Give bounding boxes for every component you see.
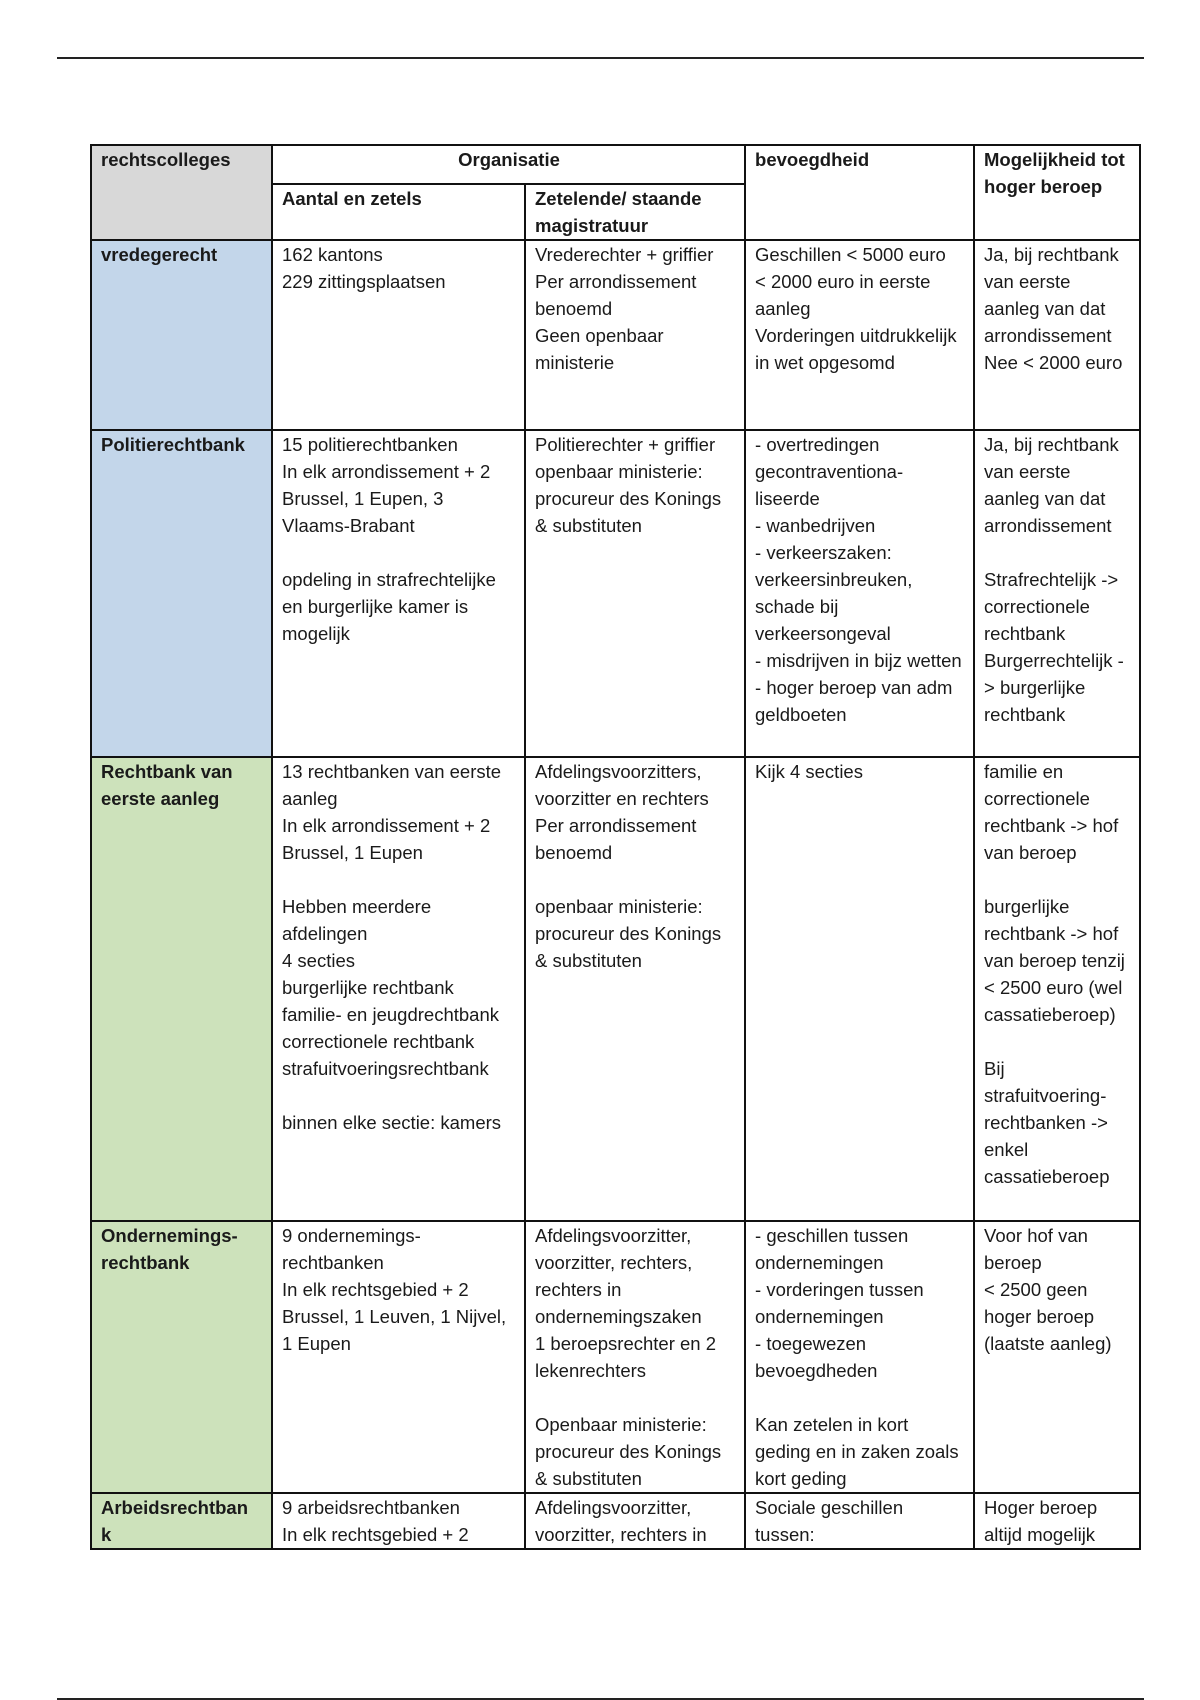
- cell-beroep: [974, 240, 1140, 430]
- cell-line: 9 ondernemings-rechtbanken: [282, 1225, 421, 1273]
- cell-line: - overtredingen gecontraventiona-liseerde: [755, 434, 904, 509]
- spacer: [984, 1028, 1131, 1055]
- cell-line: 15 politierechtbanken: [282, 434, 458, 455]
- cell-aantal: [272, 430, 525, 757]
- cell-line: 13 rechtbanken van eerste aanleg: [282, 761, 502, 809]
- row-arbeidsrechtbank: [91, 1493, 1140, 1549]
- cell-bevoegdheid: [745, 1493, 974, 1549]
- cell-aantal: [272, 240, 525, 430]
- spacer: [282, 539, 516, 566]
- cell-bevoegdheid: [745, 240, 974, 430]
- header-mogelijkheid: Mogelijkheid tot hoger beroep: [974, 145, 1140, 240]
- cell-line: Bij strafuitvoering-rechtbanken -> enkel cassatieberoep: [984, 1058, 1110, 1187]
- cell-line: 229 zittingsplaatsen: [282, 271, 446, 292]
- cell-line: Nee < 2000 euro: [984, 352, 1123, 373]
- header-row-1: [91, 145, 1140, 184]
- cell-beroep: [974, 1493, 1140, 1549]
- cell-line: - vorderingen tussen ondernemingen: [755, 1279, 924, 1327]
- cell-line: Afdelingsvoorzitters, voorzitter en rechters: [535, 761, 709, 809]
- cell-line: familie- en jeugdrechtbank: [282, 1004, 499, 1025]
- cell-line: - hoger beroep van adm geldboeten: [755, 677, 953, 725]
- cell-line: 9 arbeidsrechtbanken: [282, 1497, 460, 1518]
- header-rechtscolleges: rechtscolleges: [91, 145, 272, 240]
- header-zetelende: Zetelende/ staande magistratuur: [525, 184, 745, 240]
- header-aantal: Aantal en zetels: [272, 184, 525, 240]
- spacer: [535, 1384, 736, 1411]
- header-organisatie: Organisatie: [272, 145, 745, 184]
- cell-line: correctionele rechtbank: [282, 1031, 475, 1052]
- cell-bevoegdheid: [745, 430, 974, 757]
- cell-line: Hoger beroep altijd mogelijk: [984, 1497, 1098, 1545]
- cell-line: burgerlijke rechtbank: [282, 977, 454, 998]
- spacer: [535, 866, 736, 893]
- court-name: Rechtbank van eerste aanleg: [91, 757, 272, 1221]
- spacer: [755, 1384, 965, 1411]
- cell-line: Sociale geschillen tussen:: [755, 1497, 904, 1545]
- cell-zetelende: [525, 430, 745, 757]
- court-name: Arbeidsrechtban k: [91, 1493, 272, 1549]
- row-ondernemingsrechtbank: [91, 1221, 1140, 1493]
- cell-line: binnen elke sectie: kamers: [282, 1112, 502, 1133]
- cell-beroep: [974, 757, 1140, 1221]
- cell-aantal: [272, 1221, 525, 1493]
- cell-line: opdeling in strafrechtelijke en burgerlijke kamer is mogelijk: [282, 569, 496, 644]
- cell-line: 4 secties: [282, 950, 356, 971]
- spacer: [282, 1082, 516, 1109]
- cell-line: - verkeerszaken: verkeersinbreuken, schade bij verkeersongeval: [755, 542, 913, 644]
- cell-line: Vorderingen uitdrukkelijk in wet opgesomd: [755, 325, 957, 373]
- cell-line: Kan zetelen in kort geding en in zaken zoals kort geding: [755, 1414, 959, 1489]
- cell-beroep: [974, 430, 1140, 757]
- court-name: vredegerecht: [91, 240, 272, 430]
- cell-line: familie en correctionele rechtbank -> hof van beroep: [984, 761, 1119, 863]
- spacer: [984, 539, 1131, 566]
- cell-line: Vrederechter + griffier: [535, 244, 714, 265]
- cell-line: Strafrechtelijk -> correctionele rechtbank: [984, 569, 1119, 644]
- spacer: [984, 866, 1131, 893]
- cell-line: 1 beroepsrechter en 2 lekenrechters: [535, 1333, 717, 1381]
- cell-line: Ja, bij rechtbank van eerste aanleg van dat arrondissement: [984, 434, 1119, 536]
- court-name: Ondernemings-rechtbank: [91, 1221, 272, 1493]
- cell-line: In elk arrondissement + 2 Brussel, 1 Eupen, 3 Vlaams-Brabant: [282, 461, 491, 536]
- cell-line: burgerlijke rechtbank -> hof van beroep tenzij < 2500 euro (wel cassatieberoep): [984, 896, 1125, 1025]
- cell-line: - geschillen tussen ondernemingen: [755, 1225, 909, 1273]
- cell-line: Ja, bij rechtbank van eerste aanleg van dat arrondissement: [984, 244, 1119, 346]
- cell-line: In elk rechtsgebied + 2: [282, 1524, 469, 1545]
- cell-line: openbaar ministerie: procureur des Konings & substituten: [535, 896, 722, 971]
- cell-aantal: [272, 1493, 525, 1549]
- cell-line: < 2500 geen hoger beroep (laatste aanleg): [984, 1279, 1112, 1354]
- cell-zetelende: [525, 240, 745, 430]
- cell-line: Politierechter + griffier: [535, 434, 716, 455]
- header-bevoegdheid: bevoegdheid: [745, 145, 974, 240]
- cell-line: Geen openbaar ministerie: [535, 325, 664, 373]
- cell-zetelende: [525, 757, 745, 1221]
- court-name: Politierechtbank: [91, 430, 272, 757]
- cell-line: Openbaar ministerie: procureur des Konings & substituten: [535, 1414, 722, 1489]
- cell-line: openbaar ministerie: procureur des Konings & substituten: [535, 461, 722, 536]
- cell-line: Geschillen < 5000 euro: [755, 244, 946, 265]
- cell-bevoegdheid: [745, 757, 974, 1221]
- cell-line: - wanbedrijven: [755, 515, 876, 536]
- cell-zetelende: [525, 1493, 745, 1549]
- cell-line: - toegewezen bevoegdheden: [755, 1333, 878, 1381]
- cell-aantal: [272, 757, 525, 1221]
- spacer: [282, 866, 516, 893]
- cell-line: In elk rechtsgebied + 2 Brussel, 1 Leuven, 1 Nijvel, 1 Eupen: [282, 1279, 507, 1354]
- cell-line: 162 kantons: [282, 244, 383, 265]
- cell-line: Burgerrechtelijk -> burgerlijke rechtbank: [984, 650, 1124, 725]
- cell-line: Voor hof van beroep: [984, 1225, 1088, 1273]
- row-vredegerecht: [91, 240, 1140, 430]
- cell-line: Afdelingsvoorzitter, voorzitter, rechters in: [535, 1497, 707, 1545]
- cell-line: Per arrondissement benoemd: [535, 815, 697, 863]
- top-rule: [57, 57, 1144, 59]
- cell-line: Per arrondissement benoemd: [535, 271, 697, 319]
- cell-line: - misdrijven in bijz wetten: [755, 650, 962, 671]
- cell-line: strafuitvoeringsrechtbank: [282, 1058, 489, 1079]
- cell-line: Hebben meerdere afdelingen: [282, 896, 432, 944]
- row-rechtbank-eerste-aanleg: [91, 757, 1140, 1221]
- row-politierechtbank: [91, 430, 1140, 757]
- cell-beroep: [974, 1221, 1140, 1493]
- cell-zetelende: [525, 1221, 745, 1493]
- cell-line: Kijk 4 secties: [755, 761, 863, 782]
- cell-line: In elk arrondissement + 2 Brussel, 1 Eupen: [282, 815, 491, 863]
- cell-line: Afdelingsvoorzitter, voorzitter, rechters, rechters in ondernemingszaken: [535, 1225, 702, 1327]
- rechtscolleges-table: [90, 144, 1141, 1550]
- cell-bevoegdheid: [745, 1221, 974, 1493]
- cell-line: < 2000 euro in eerste aanleg: [755, 271, 931, 319]
